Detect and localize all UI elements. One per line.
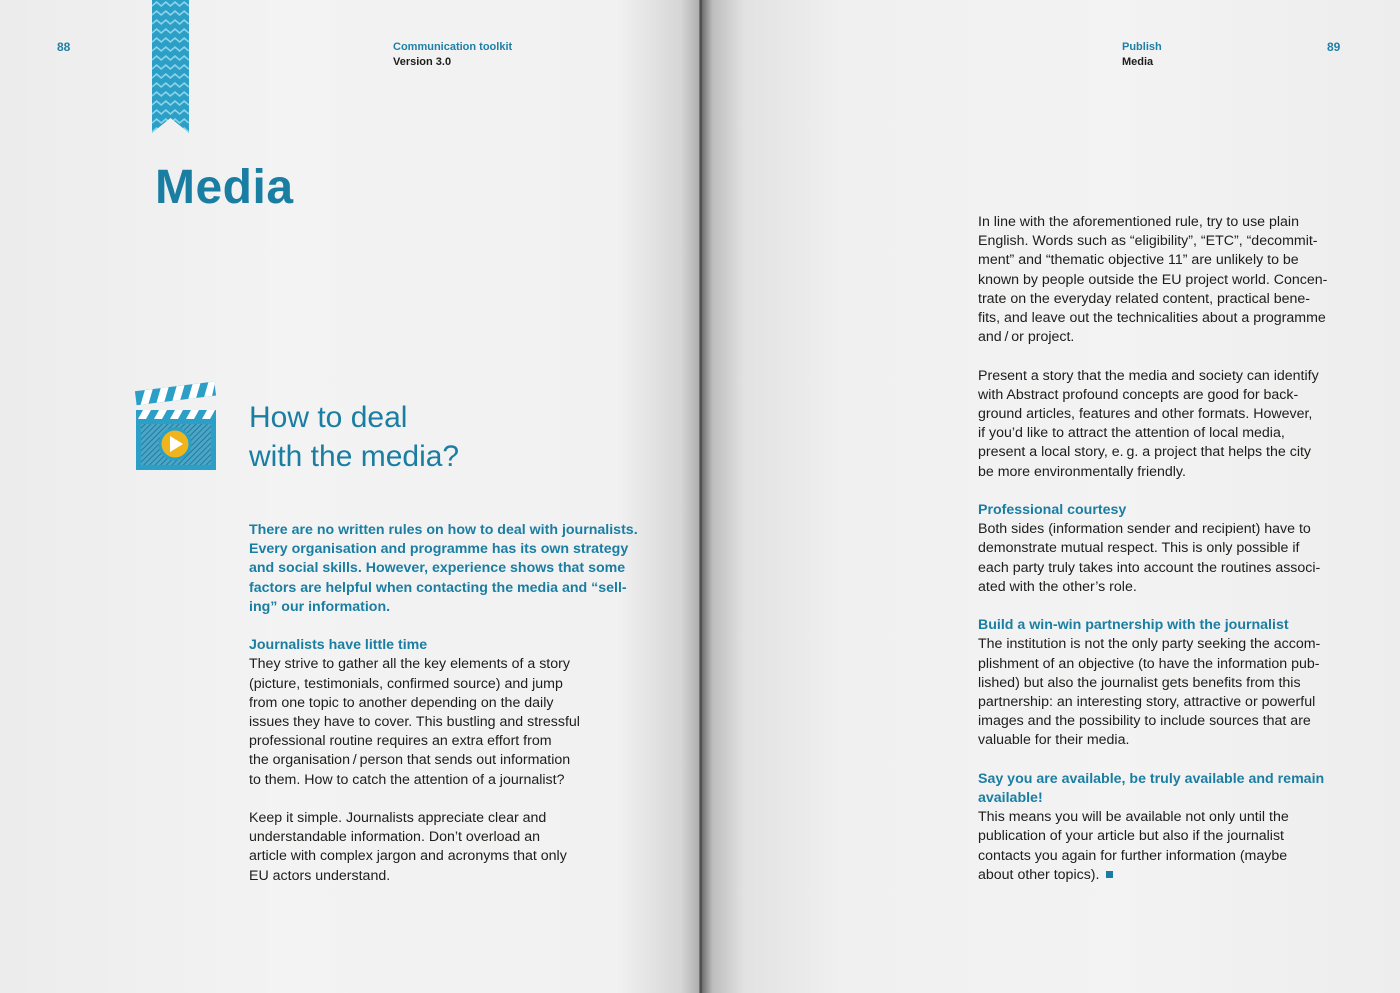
text-line: the organisation / person that sends out information xyxy=(249,752,571,769)
text-line: Keep it simple. Journalists appreciate clear and xyxy=(249,810,547,827)
text-line: each party truly takes into account the routines associ- xyxy=(978,559,1321,576)
section-subhead xyxy=(249,398,459,476)
running-head-left xyxy=(393,40,512,70)
body-paragraph xyxy=(978,635,1383,750)
text-line: factors are helpful when contacting the media and “sell- xyxy=(249,579,627,596)
body-paragraph xyxy=(978,520,1383,597)
text-line: present a local story, e. g. a project that helps the city xyxy=(978,444,1312,461)
text-line: They strive to gather all the key elements of a story xyxy=(249,656,570,673)
text-line: valuable for their media. xyxy=(978,732,1130,749)
section-heading: Professional courtesy xyxy=(978,502,1127,519)
lead-paragraph xyxy=(249,521,659,617)
text-line: Both sides (information sender and recipient) have to xyxy=(978,521,1311,538)
text-line: EU actors understand. xyxy=(249,867,391,884)
running-head-subsection: Media xyxy=(1122,56,1154,68)
text-line: In line with the aforementioned rule, try to use plain xyxy=(978,214,1299,230)
text-line: ground articles, features and other formats. However, xyxy=(978,406,1313,423)
text-line: publication of your article but also if the journalist xyxy=(978,828,1284,845)
right-page xyxy=(702,0,1400,993)
body-paragraph xyxy=(978,213,1383,347)
running-head-section: Publish xyxy=(1122,41,1162,53)
text-line: (picture, testimonials, confirmed source) and jump xyxy=(249,675,563,692)
text-line: demonstrate mutual respect. This is only possible if xyxy=(978,540,1300,557)
running-head-version: Version 3.0 xyxy=(393,56,452,68)
text-line: to them. How to catch the attention of a journalist? xyxy=(249,771,565,788)
end-of-article-square-icon xyxy=(1106,871,1113,878)
subhead-line: How to deal xyxy=(249,401,408,434)
text-line-with-end-mark xyxy=(978,866,1383,885)
bookmark-ribbon-icon xyxy=(152,0,189,133)
text-line: The institution is not the only party seeking the accom- xyxy=(978,636,1321,653)
body-paragraph xyxy=(978,367,1383,482)
section-heading: Journalists have little time xyxy=(249,637,428,654)
text-line: and / or project. xyxy=(978,329,1075,346)
right-body-column xyxy=(978,213,1383,885)
section-heading: Build a win-win partnership with the journalist xyxy=(978,617,1289,634)
text-line: from one topic to another depending on the daily xyxy=(249,694,554,711)
text-line: understandable information. Don’t overload an xyxy=(249,829,541,846)
text-line: professional routine requires an extra effort from xyxy=(249,733,552,750)
text-line: Every organisation and programme has its own strategy xyxy=(249,541,629,558)
text-line: available! xyxy=(978,790,1043,807)
text-line: ated with the other’s role. xyxy=(978,578,1137,595)
text-line: trate on the everyday related content, practical bene- xyxy=(978,290,1311,307)
text-line: images and the possibility to include sources that are xyxy=(978,713,1311,730)
page-number-right: 89 xyxy=(1327,40,1341,54)
text-line: contacts you again for further information (maybe xyxy=(978,847,1288,864)
text-line: fits, and leave out the technicalities about a programme xyxy=(978,310,1326,327)
text-line: This means you will be available not only until the xyxy=(978,809,1289,826)
page-number-left: 88 xyxy=(57,40,71,54)
running-head-right xyxy=(1122,40,1162,70)
running-head-section: Communication toolkit xyxy=(393,41,513,53)
text-line: ment” and “thematic objective 11” are unlikely to be xyxy=(978,252,1299,269)
body-paragraph xyxy=(978,808,1383,885)
text-line: There are no written rules on how to deal with journalists. xyxy=(249,522,638,538)
text-line: known by people outside the EU project world. Concen- xyxy=(978,271,1328,288)
section-heading xyxy=(978,770,1383,808)
text-line: about other topics). xyxy=(978,866,1100,883)
text-line: ing” our information. xyxy=(249,598,391,615)
text-line: if you’d like to attract the attention of local media, xyxy=(978,425,1285,442)
text-line: article with complex jargon and acronyms that only xyxy=(249,848,567,865)
body-paragraph xyxy=(249,809,659,886)
text-line: plishment of an objective (to have the information pub- xyxy=(978,655,1320,672)
text-line: partnership: an interesting story, attractive or powerful xyxy=(978,694,1316,711)
text-line: issues they have to cover. This bustling and stressful xyxy=(249,714,580,731)
text-line: Present a story that the media and society can identify xyxy=(978,367,1319,384)
text-line: and social skills. However, experience shows that some xyxy=(249,560,626,577)
left-body-column xyxy=(249,521,659,886)
text-line: Say you are available, be truly available and remain xyxy=(978,770,1325,787)
clapperboard-play-icon xyxy=(134,378,218,472)
body-paragraph xyxy=(249,655,659,789)
text-line: with Abstract profound concepts are good for back- xyxy=(978,386,1299,403)
text-line: English. Words such as “eligibility”, “ETC”, “decommit- xyxy=(978,233,1318,250)
subhead-line: with the media? xyxy=(249,440,460,473)
text-line: lished) but also the journalist gets benefits from this xyxy=(978,674,1301,691)
page-title: Media xyxy=(155,161,294,214)
text-line: be more environmentally friendly. xyxy=(978,463,1186,480)
